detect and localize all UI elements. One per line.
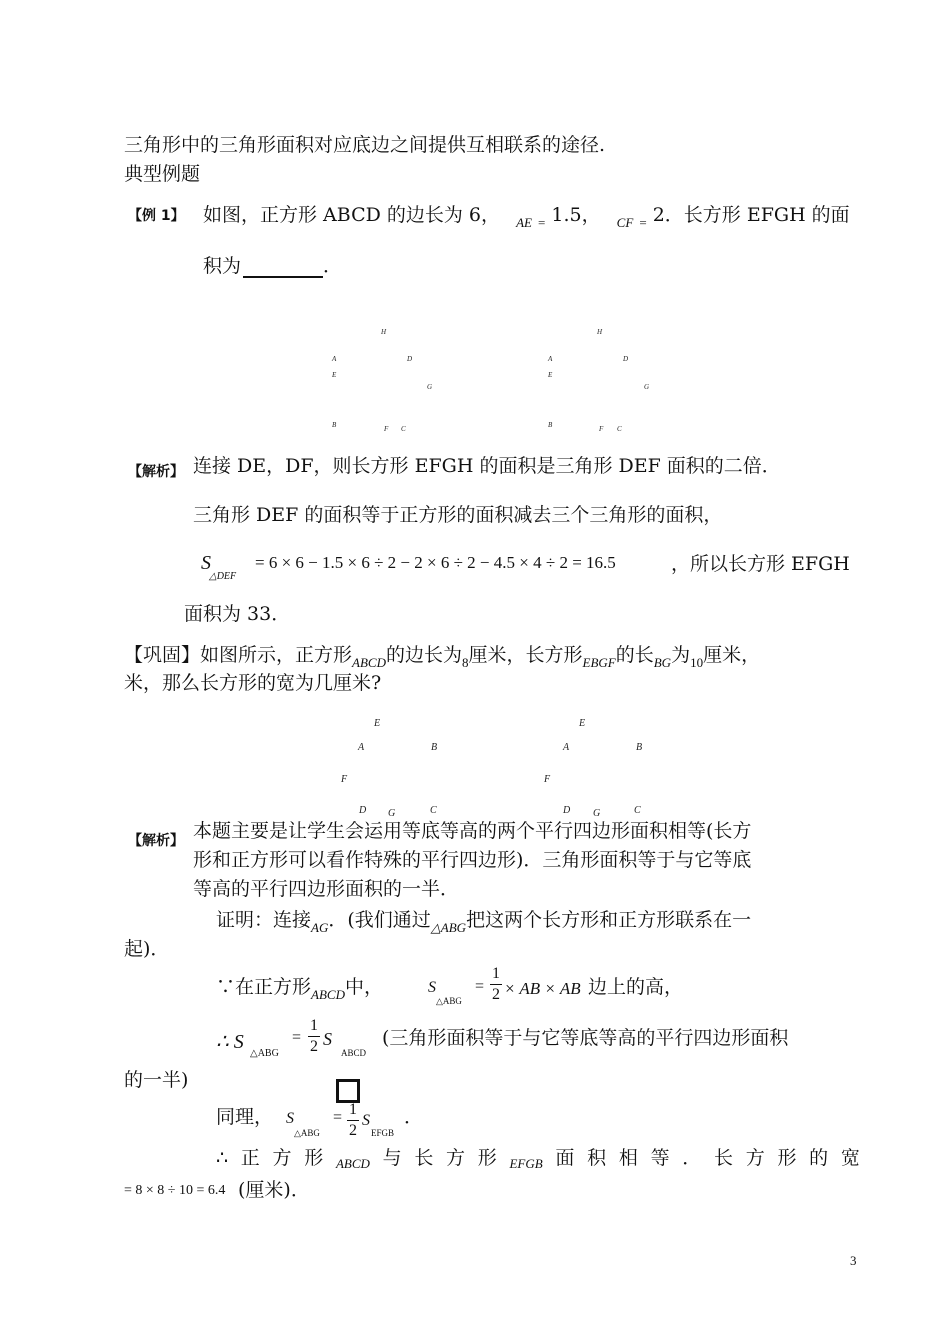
consolidate-question-line2: 米，那么长方形的宽为几厘米? — [124, 672, 382, 694]
conclusion-char: 宽 — [840, 1147, 860, 1169]
label-g: G — [593, 808, 601, 819]
question-text: 如图，正方形 ABCD 的边长为 6， — [203, 204, 501, 226]
solution2-line2: 形和正方形可以看作特殊的平行四边形)．三角形面积等于与它等底 — [193, 849, 752, 871]
label-f: F — [599, 425, 604, 433]
conclusion-char: ∴ — [216, 1147, 229, 1169]
conclusion-char: 形 — [304, 1147, 324, 1169]
label-f: F — [384, 425, 389, 433]
var-abcd: ABCD — [352, 655, 386, 670]
consolidate-question — [124, 643, 760, 669]
label-e: E — [332, 371, 337, 379]
example-tag: 【例 1】 — [128, 208, 185, 224]
fraction-half — [308, 1017, 320, 1056]
because-text: 中， — [344, 976, 383, 998]
therefore-s: ∴ S — [216, 1031, 244, 1053]
conclusion-char: 的 — [809, 1147, 829, 1169]
proof-text: 把这两个长方形和正方形联系在一 — [466, 909, 752, 931]
proof-line-end: 起)． — [124, 938, 170, 960]
equals: = — [475, 978, 485, 995]
label-g: G — [644, 383, 650, 391]
var-abcd: ABCD — [311, 987, 345, 1002]
solution1-line1: 连接 DE，DF，则长方形 EFGH 的面积是三角形 DEF 面积的二倍． — [193, 455, 781, 477]
denominator: 2 — [310, 1038, 318, 1055]
denominator: 2 — [349, 1122, 357, 1139]
numerator: 1 — [492, 965, 500, 982]
area-symbol: S — [362, 1112, 370, 1129]
label-e: E — [548, 371, 553, 379]
var-ag: AG — [311, 920, 329, 935]
area-symbol: S — [201, 552, 211, 574]
area-symbol: S — [323, 1029, 332, 1049]
placeholder-box-icon — [336, 1079, 360, 1103]
proof-text: ．(我们通过 — [328, 909, 431, 931]
label-f: F — [544, 774, 551, 785]
edge-height-text: 边上的高， — [588, 976, 684, 998]
label-g: G — [427, 383, 433, 391]
question-text: 厘米，长方形 — [468, 644, 583, 666]
conclusion-char: 长 — [414, 1147, 434, 1169]
intro-line: 三角形中的三角形面积对应底边之间提供互相联系的途径. — [124, 134, 606, 156]
question-text: 积为 — [203, 255, 242, 277]
therefore-note: (三角形面积等于与它等底等高的平行四边形面积 — [382, 1027, 789, 1049]
label-g: G — [388, 808, 396, 819]
label-d: D — [563, 805, 571, 816]
answer-blank — [243, 276, 323, 278]
fraction-half — [347, 1101, 359, 1140]
label-c: C — [634, 805, 641, 816]
label-f: F — [341, 774, 348, 785]
proof-line — [216, 908, 751, 934]
label-b: B — [636, 742, 643, 753]
label-a: A — [332, 355, 337, 363]
label-a: A — [358, 742, 365, 753]
conclusion-char: 相 — [618, 1147, 638, 1169]
section-heading: 典型例题 — [124, 163, 201, 185]
area-subscript: EFGB — [371, 1128, 395, 1138]
var-cf: CF — [616, 215, 634, 230]
equals: = — [639, 215, 647, 230]
conclusion-char: 方 — [446, 1147, 466, 1169]
numerator: 1 — [349, 1101, 357, 1118]
equals: = — [333, 1109, 343, 1126]
equals: = — [292, 1029, 302, 1046]
area-subscript: △ABG — [250, 1048, 279, 1059]
numerator: 1 — [310, 1017, 318, 1034]
area-symbol: S — [428, 979, 436, 996]
label-c: C — [617, 425, 622, 433]
label-b: B — [548, 421, 553, 429]
label-c: C — [401, 425, 406, 433]
label-d: D — [359, 805, 367, 816]
solution-tag: 【解析】 — [128, 833, 184, 849]
page-number: 3 — [850, 1253, 857, 1268]
label-h: H — [597, 328, 603, 336]
ab-product: × AB × AB — [504, 979, 581, 998]
var-ebgf: EBGF — [582, 655, 616, 670]
fraction-half — [490, 965, 502, 1004]
conclusion-char: 方 — [272, 1147, 292, 1169]
because-text: ∵在正方形 — [216, 976, 312, 998]
likewise-text: 同理， — [216, 1106, 274, 1128]
var-ae: AE — [516, 215, 532, 230]
label-a: A — [548, 355, 553, 363]
solution-tag: 【解析】 — [128, 464, 184, 480]
solution2-line1: 本题主要是让学生会运用等底等高的两个平行四边形面积相等(长方 — [193, 820, 752, 842]
label-d: D — [623, 355, 629, 363]
var-efgb: EFGB — [509, 1156, 543, 1171]
formula-tail: ，所以长方形 EFGH — [671, 553, 850, 575]
period: ． — [404, 1106, 424, 1128]
example1-question — [203, 203, 850, 229]
label-c: C — [430, 805, 437, 816]
area-subscript: ABCD — [341, 1048, 367, 1058]
proof-text: 证明：连接 — [216, 909, 312, 931]
var-abcd: ABCD — [335, 1156, 370, 1171]
example1-question-line2 — [203, 254, 342, 278]
num-10: 10 — [690, 655, 704, 670]
label-a: A — [563, 742, 570, 753]
area-subscript: △DEF — [209, 571, 237, 582]
var-tri-abg: △ABG — [430, 920, 467, 935]
question-text: 的长 — [615, 644, 654, 666]
question-text: 【巩固】如图所示，正方形 — [124, 644, 353, 666]
width-formula: = 8 × 8 ÷ 10 = 6.4 — [124, 1183, 226, 1198]
conclusion-char: 方 — [745, 1147, 765, 1169]
conclusion-char: 长 — [714, 1147, 734, 1169]
denominator: 2 — [492, 986, 500, 1003]
equals: = — [538, 215, 546, 230]
solution1-line2: 三角形 DEF 的面积等于正方形的面积减去三个三角形的面积， — [193, 504, 723, 526]
question-text: 的边长为 — [385, 644, 462, 666]
conclusion-char: 正 — [240, 1147, 260, 1169]
area-symbol: S — [286, 1110, 294, 1127]
area-subscript: △ABG — [436, 996, 462, 1006]
conclusion-char: 面 — [555, 1147, 575, 1169]
label-e: E — [579, 718, 586, 729]
ae-value: 1.5， — [551, 204, 601, 226]
conclusion-line — [216, 1146, 860, 1170]
conclusion-char: 形 — [777, 1147, 797, 1169]
period: ． — [323, 255, 343, 277]
conclusion-char: ． — [682, 1147, 702, 1169]
question-text: 为 — [671, 644, 691, 666]
cf-value: 2．长方形 EFGH 的面 — [652, 204, 850, 226]
conclusion-char: 等 — [650, 1147, 670, 1169]
solution1-answer: 面积为 33． — [184, 603, 291, 625]
area-subscript: △ABG — [294, 1128, 320, 1138]
solution2-line3: 等高的平行四边形面积的一半． — [193, 878, 460, 900]
label-b: B — [332, 421, 337, 429]
var-bg: BG — [653, 655, 672, 670]
width-unit: (厘米)． — [238, 1179, 310, 1201]
label-d: D — [407, 355, 413, 363]
because-line — [216, 975, 383, 1001]
conclusion-char: 积 — [587, 1147, 607, 1169]
label-b: B — [431, 742, 438, 753]
question-text: 厘米， — [703, 644, 761, 666]
num-8: 8 — [461, 655, 469, 670]
therefore-note-end: 的一半) — [124, 1069, 189, 1091]
conclusion-char: 形 — [477, 1147, 497, 1169]
conclusion-char: 与 — [382, 1147, 402, 1169]
formula: = 6 × 6 − 1.5 × 6 ÷ 2 − 2 × 6 ÷ 2 − 4.5 × 4 ÷ 2 = 16.5 — [255, 553, 616, 572]
label-h: H — [381, 328, 387, 336]
label-e: E — [374, 718, 381, 729]
